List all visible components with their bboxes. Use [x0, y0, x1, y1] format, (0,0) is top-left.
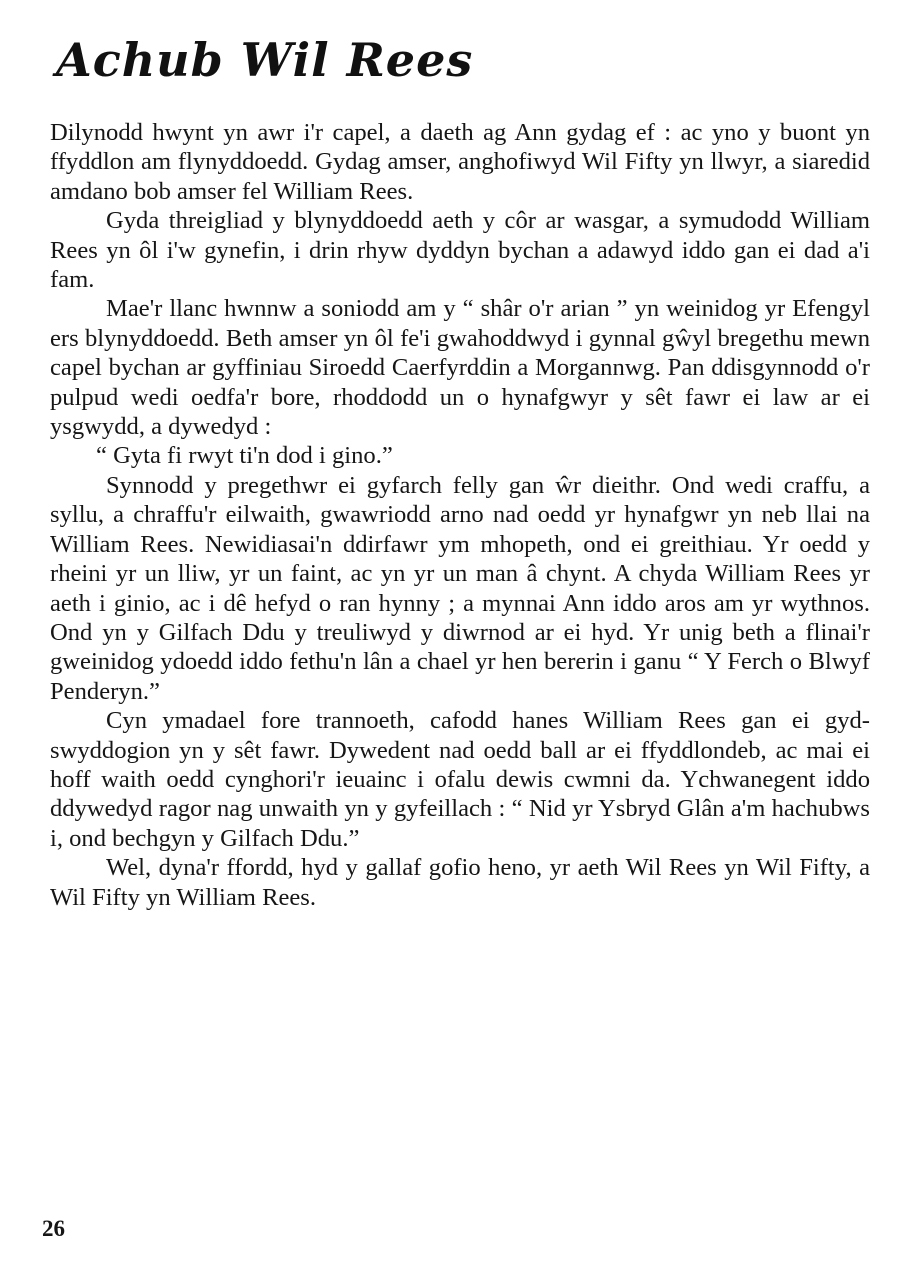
paragraph-5: Synnodd y pregethwr ei gyfarch felly gan ŵr dieithr. Ond wedi craffu, a syllu, a chraffu'r eilwaith, gwawriodd arno nad oedd yr hynafgwr yn neb llai na William Rees. Newidiasai'n ddirfawr ym mhopeth, ond ei greithiau. Yr oedd y rheini yr un lliw, yr un faint, ac yn yr un man â chynt. A chyda William Rees yr aeth i ginio, ac i dê hefyd o ran hynny ; a mynnai Ann iddo aros am yr wythnos. Ond yn y Gilfach Ddu y treuliwyd y diwrnod ar ei hyd. Yr unig beth a flinai'r gweinidog ydoedd iddo fethu'n lân a chael yr hen bererin i ganu “ Y Ferch o Blwyf Penderyn.”	[50, 471, 870, 705]
paragraph-3: Mae'r llanc hwnnw a soniodd am y “ shâr o'r arian ” yn weinidog yr Efengyl ers blynyddoedd. Beth amser yn ôl fe'i gwahoddwyd i gynnal gŵyl bregethu mewn capel bychan ar gyffiniau Siroedd Caerfyrddin a Morgannwg. Pan ddisgynnodd o'r pulpud wedi oedfa'r bore, rhoddodd un o hynafgwyr y sêt fawr ei law ar ei ysgwydd, a dywedyd :	[50, 295, 870, 441]
chapter-body	[50, 118, 870, 912]
page-number: 26	[42, 1216, 65, 1241]
chapter-title: Achub Wil Rees	[56, 33, 474, 87]
paragraph-2: Gyda threigliad y blynyddoedd aeth y côr ar wasgar, a symudodd William Rees yn ôl i'w gynefin, i drin rhyw dyddyn bychan a adawyd iddo gan ei dad a'i fam.	[50, 207, 870, 294]
paragraph-1: Dilynodd hwynt yn awr i'r capel, a daeth ag Ann gydag ef : ac yno y buont yn ffyddlon am flynyddoedd. Gydag amser, anghofiwyd Wil Fifty yn llwyr, a siaredid amdano bob amser fel William Rees.	[50, 119, 870, 205]
paragraph-7: Wel, dyna'r ffordd, hyd y gallaf gofio heno, yr aeth Wil Rees yn Wil Fifty, a Wil Fifty yn William Rees.	[50, 854, 870, 911]
paragraph-6: Cyn ymadael fore trannoeth, cafodd hanes William Rees gan ei gyd-swyddogion yn y sêt fawr. Dywedent nad oedd ball ar ei ffyddlondeb, ac mai ei hoff waith oedd cynghori'r ieuainc i ofalu dewis cwmni da. Ychwanegent iddo ddywedyd ragor nag unwaith yn y gyfeillach : “ Nid yr Ysbryd Glân a'm hachubws i, ond bechgyn y Gilfach Ddu.”	[50, 707, 870, 852]
paragraph-4-quote: “ Gyta fi rwyt ti'n dod i gino.”	[96, 442, 393, 470]
